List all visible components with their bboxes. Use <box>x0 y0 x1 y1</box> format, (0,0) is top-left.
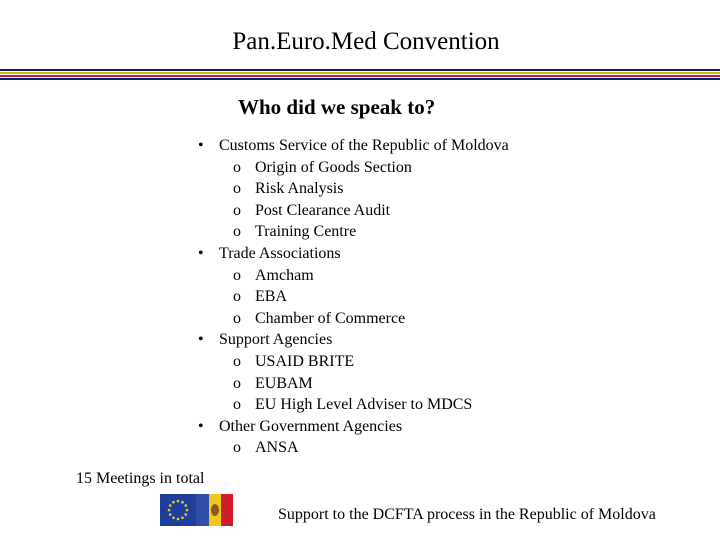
footer-text: Support to the DCFTA process in the Republic of Moldova <box>278 506 656 523</box>
section-heading: Who did we speak to? <box>238 95 436 119</box>
sub-bullet-icon: o <box>233 396 241 414</box>
sub-item-label: Origin of Goods Section <box>255 158 412 176</box>
group-label: Trade Associations <box>219 245 341 262</box>
sub-bullet-icon: o <box>233 201 241 219</box>
decorative-stripes <box>0 69 720 82</box>
bullet-icon: • <box>198 331 204 349</box>
group-label: Other Government Agencies <box>219 417 403 435</box>
sub-bullet-icon: o <box>233 309 241 327</box>
stripe-4 <box>0 78 720 80</box>
eu-star-icon <box>168 509 171 512</box>
sub-item-label: EUBAM <box>255 374 313 392</box>
moldova-flag-blue <box>196 494 209 526</box>
sub-bullet-icon: o <box>233 158 241 176</box>
sub-item-label: EU High Level Adviser to MDCS <box>255 396 473 414</box>
sub-item-label: Post Clearance Audit <box>255 201 391 219</box>
bullet-icon: • <box>198 417 204 435</box>
sub-item-label: Risk Analysis <box>255 180 344 198</box>
sub-bullet-icon: o <box>233 374 241 392</box>
eu-star-icon <box>177 518 180 521</box>
eu-star-icon <box>184 504 187 507</box>
sub-item-label: Chamber of Commerce <box>255 309 406 327</box>
sub-item-label: USAID BRITE <box>255 353 355 370</box>
sub-bullet-icon: o <box>233 288 241 306</box>
sub-item-label: Training Centre <box>255 223 357 241</box>
eu-moldova-flags-icon <box>160 494 233 526</box>
moldova-flag-red <box>221 494 233 526</box>
eu-star-icon <box>177 500 180 503</box>
group-label: Customs Service of the Republic of Moldova <box>219 137 509 154</box>
sub-bullet-icon: o <box>233 266 241 284</box>
moldova-emblem-icon <box>211 504 219 516</box>
eu-star-icon <box>169 504 172 507</box>
sub-bullet-icon: o <box>233 439 241 457</box>
sub-bullet-icon: o <box>233 223 241 241</box>
bullet-icon: • <box>198 245 204 262</box>
group-label: Support Agencies <box>219 331 333 349</box>
eu-star-icon <box>181 516 184 519</box>
sub-item-label: EBA <box>255 288 287 306</box>
eu-flag-icon <box>160 494 196 526</box>
sub-bullet-icon: o <box>233 353 241 370</box>
eu-star-icon <box>184 513 187 516</box>
bullet-icon: • <box>198 137 204 154</box>
eu-star-icon <box>172 516 175 519</box>
sub-item-label: Amcham <box>255 266 314 284</box>
eu-star-icon <box>169 513 172 516</box>
slide-title: Pan.Euro.Med Convention <box>232 28 500 55</box>
stripe-2 <box>0 72 720 74</box>
sub-item-label: ANSA <box>255 439 299 457</box>
meetings-note: 15 Meetings in total <box>76 470 205 487</box>
sub-bullet-icon: o <box>233 180 241 198</box>
flags-logo <box>160 494 233 526</box>
stripe-1 <box>0 69 720 71</box>
eu-star-icon <box>181 501 184 504</box>
stripe-3 <box>0 75 720 77</box>
eu-star-icon <box>186 509 189 512</box>
eu-star-icon <box>172 501 175 504</box>
